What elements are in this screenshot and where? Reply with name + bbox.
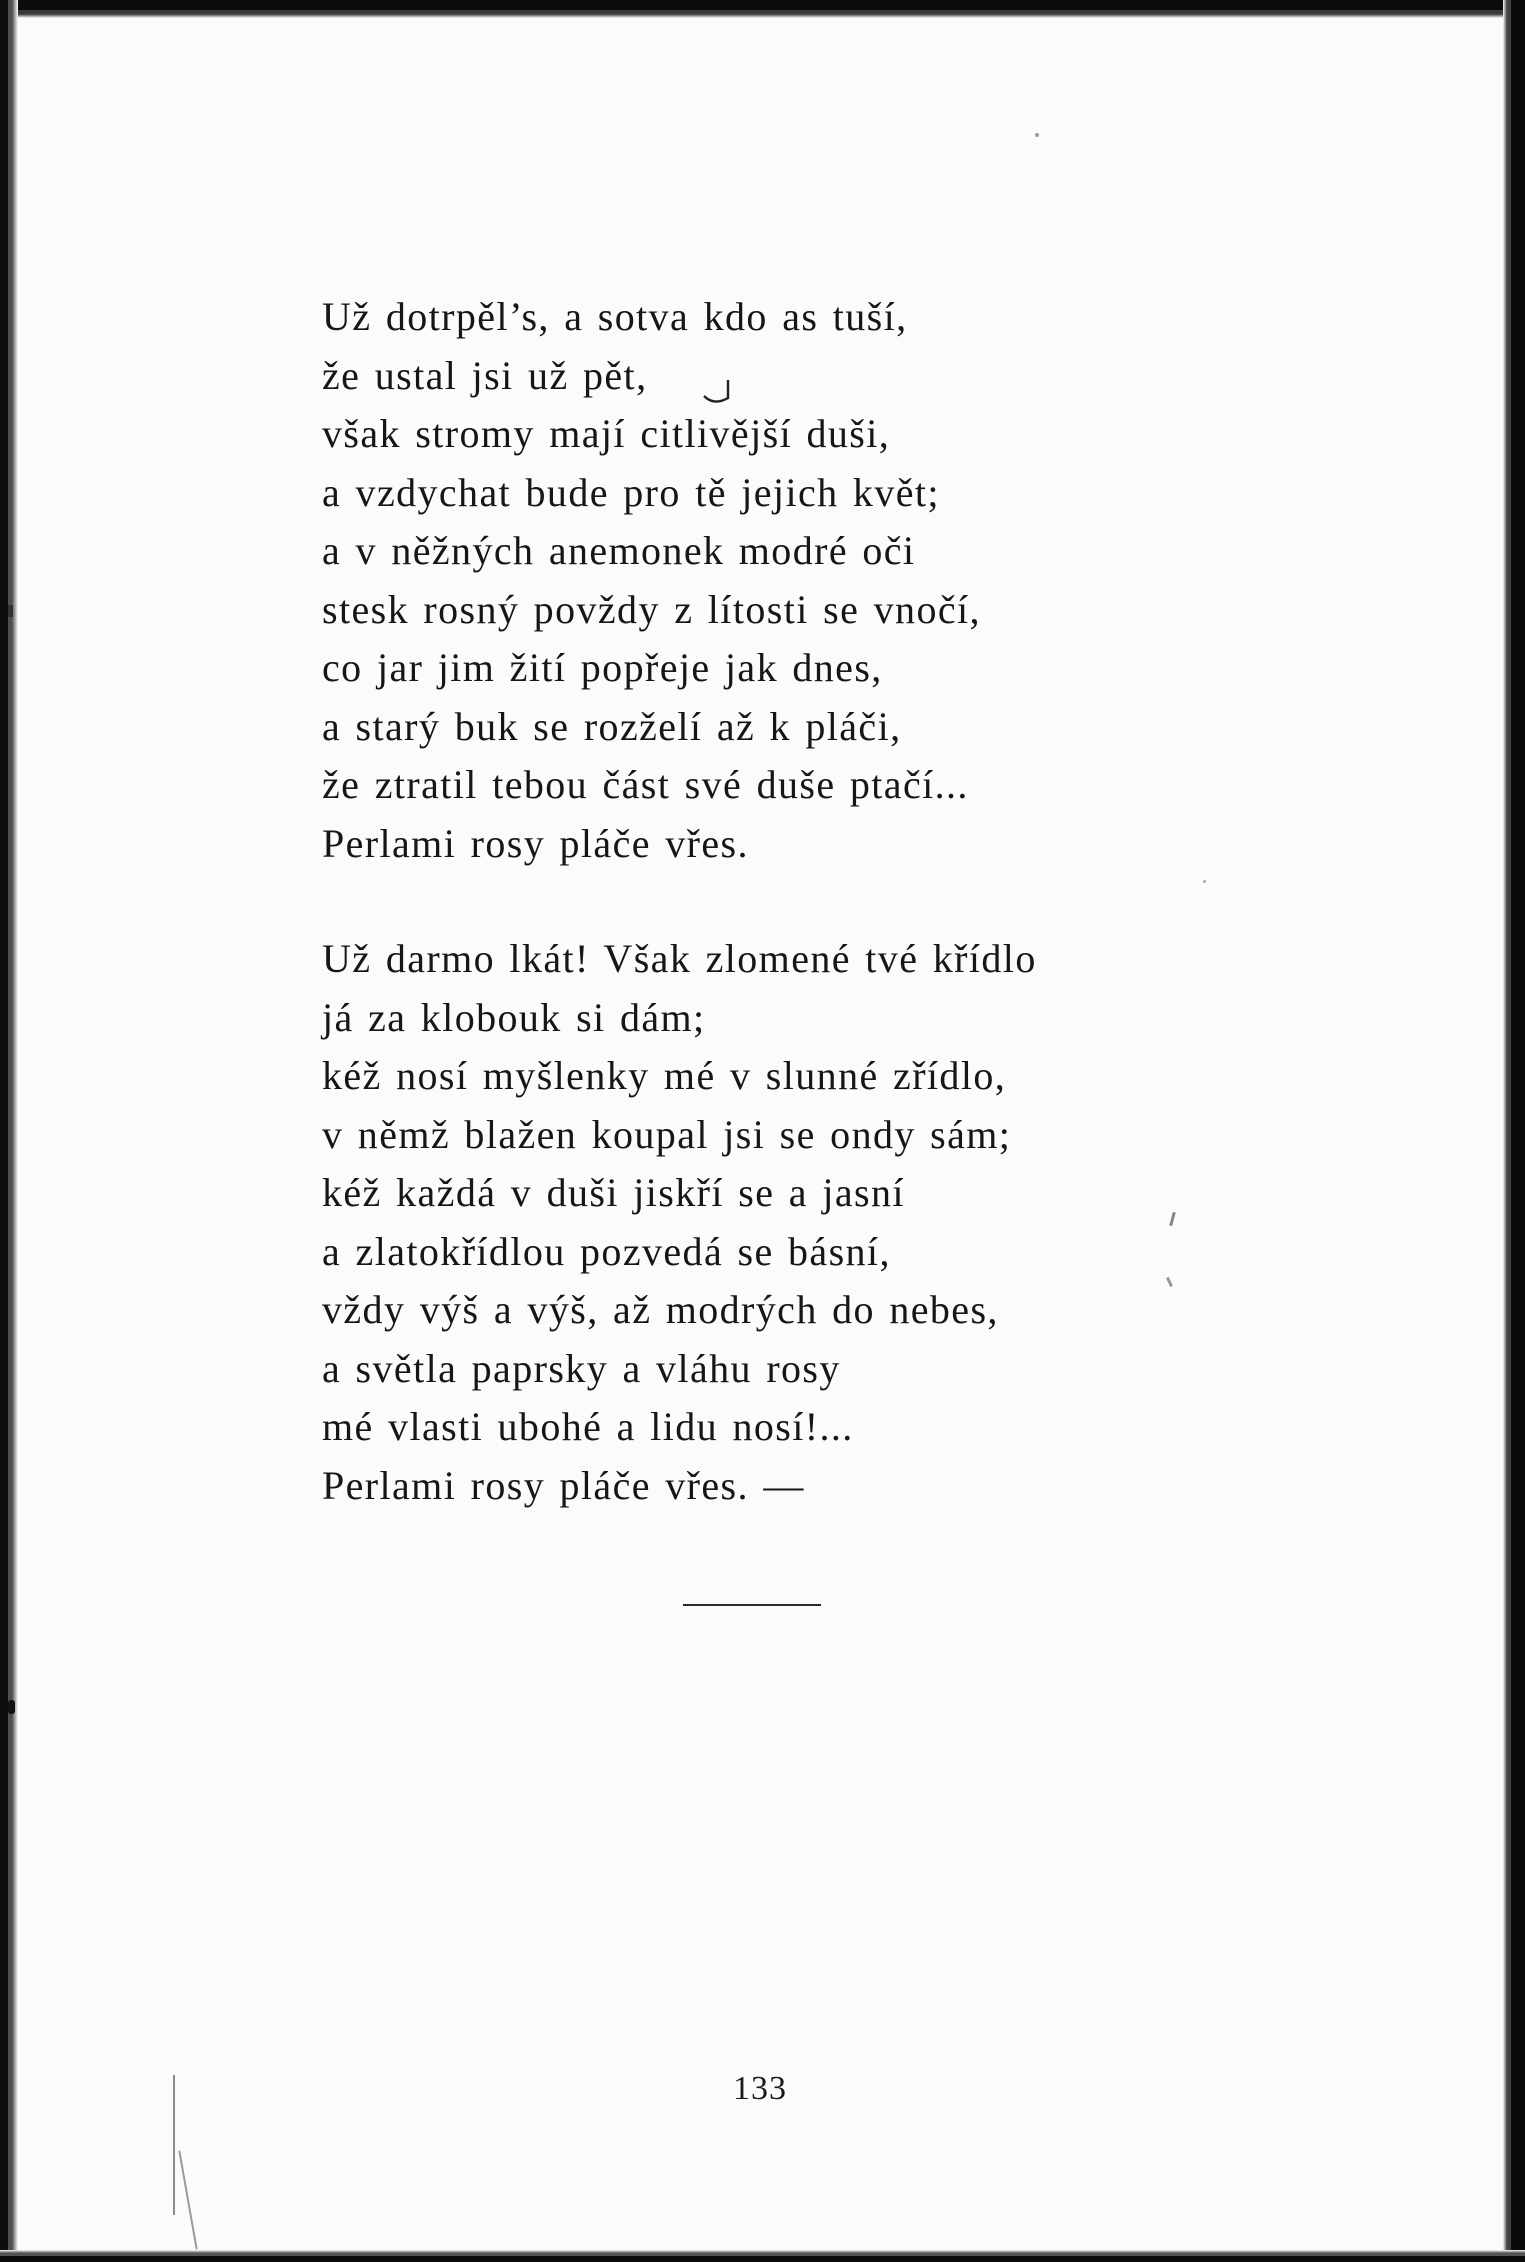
poem-text <box>322 288 1322 1515</box>
poem-line: a v něžných anemonek modré oči <box>322 528 916 573</box>
page-number: 133 <box>733 2070 787 2107</box>
poem-line: stesk rosný povždy z lítosti se vnočí, <box>322 586 981 632</box>
poem-line: já za klobouk si dám; <box>322 994 706 1040</box>
scan-speck <box>178 2151 197 2250</box>
section-divider-rule <box>683 1604 821 1606</box>
poem-line: kéž každá v duši jiskří se a jasní <box>322 1170 905 1215</box>
poem-line: že ztratil tebou část své duše ptačí... <box>322 762 969 807</box>
poem-line: a starý buk se rozželí až k pláči, <box>322 703 902 749</box>
poem-line: co jar jim žití popřeje jak dnes, <box>322 645 883 690</box>
poem-line: Perlami rosy pláče vřes. — <box>322 1462 805 1508</box>
scan-speck <box>8 1700 15 1714</box>
poem-line: a vzdychat bude pro tě jejich květ; <box>322 469 940 515</box>
scan-speck <box>8 605 13 617</box>
scan-border-top <box>0 0 1525 18</box>
scan-border-left <box>0 0 18 2262</box>
poem-line: v němž blažen koupal jsi se ondy sám; <box>322 1111 1012 1157</box>
poem-line: Perlami rosy pláče vřes. <box>322 820 749 866</box>
poem-line: Už dotrpěl’s, a sotva kdo as tuší, <box>322 294 908 339</box>
poem-line: mé vlasti ubohé a lidu nosí!... <box>322 1404 854 1449</box>
scan-border-bottom <box>0 2250 1525 2262</box>
stanza-1 <box>322 288 1322 873</box>
scan-speck <box>1035 133 1039 137</box>
stanza-2 <box>322 930 1322 1515</box>
poem-line: a zlatokřídlou pozvedá se básní, <box>322 1228 891 1274</box>
poem-line: a světla paprsky a vláhu rosy <box>322 1345 841 1391</box>
poem-line: kéž nosí myšlenky mé v slunné zřídlo, <box>322 1053 1007 1098</box>
poem-line: vždy výš a výš, až modrých do nebes, <box>322 1287 999 1332</box>
poem-line: však stromy mají citlivější duši, <box>322 411 891 456</box>
poem-line: že ustal jsi už pět, <box>322 352 648 398</box>
scan-border-right <box>1503 0 1525 2262</box>
poem-line: Už darmo lkát! Však zlomené tvé křídlo <box>322 936 1037 981</box>
scan-speck <box>173 2075 175 2215</box>
